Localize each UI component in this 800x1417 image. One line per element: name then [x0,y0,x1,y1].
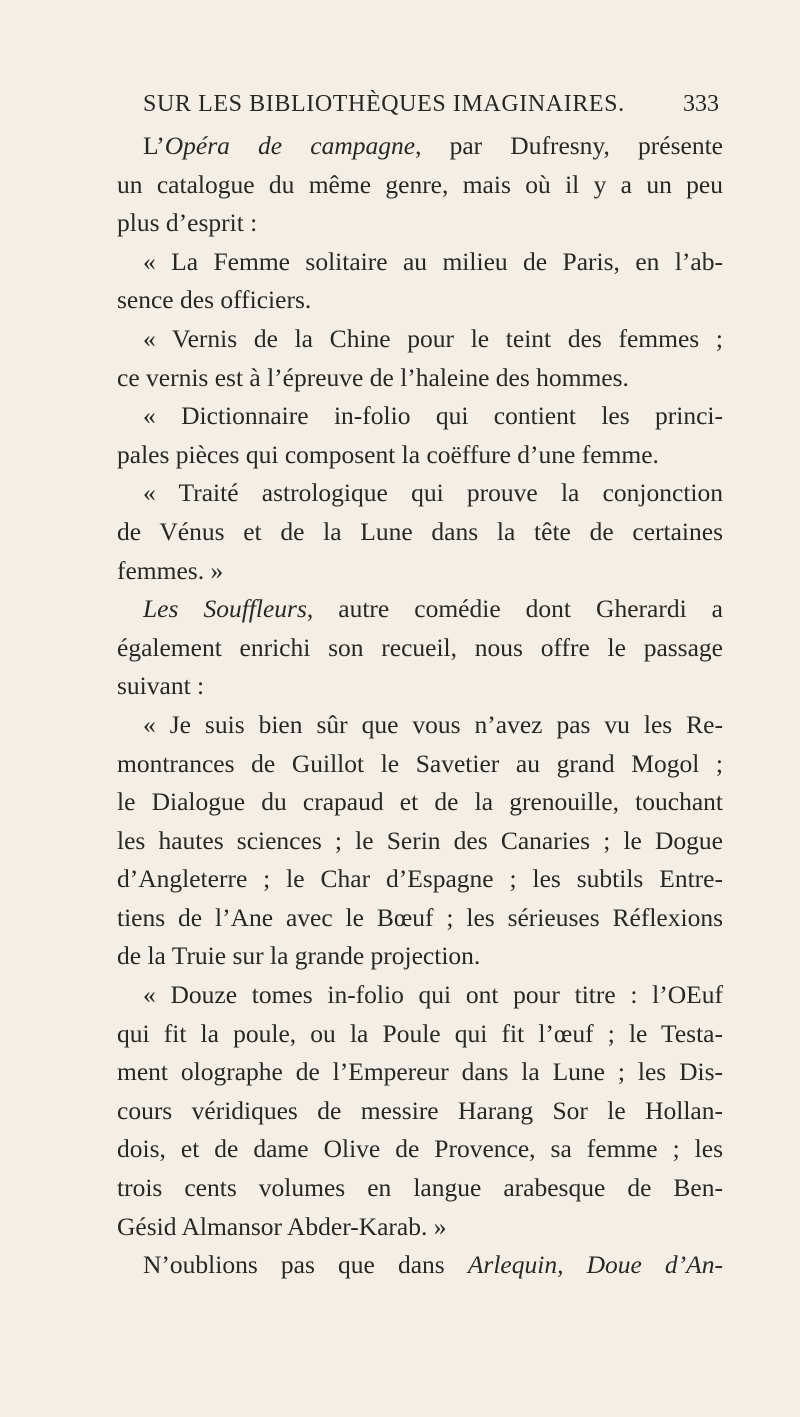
text-line [117,474,723,513]
text-run: Gésid Almansor Abder-Karab. » [117,1211,447,1241]
text-run: montrances de Guillot le Savetier au grand Mogol ; [117,748,723,778]
body-text [117,127,723,1285]
text-line [117,320,723,359]
text-run: le Dialogue du crapaud et de la grenouille, touchant [117,787,723,817]
text-line [117,706,723,745]
text-line [117,937,723,976]
text-line [117,204,723,243]
italic-title: Les Souffleurs [143,594,307,624]
text-line [117,552,723,591]
text-run: « Je suis bien sûr que vous n’avez pas vu les Re- [143,709,723,739]
text-run: sence des officiers. [117,285,312,315]
text-run: « La Femme solitaire au milieu de Paris, en l’ab- [143,246,723,276]
text-run: femmes. » [117,555,224,585]
text-line [117,359,723,398]
text-line [117,899,723,938]
text-line [117,667,723,706]
text-run: ment olographe de l’Empereur dans la Lune ; les Dis- [117,1057,723,1087]
text-run: , autre comédie dont Gherardi a [306,594,723,624]
text-run: ce vernis est à l’épreuve de l’haleine des hommes. [117,362,629,392]
text-run: d’Angleterre ; le Char d’Espagne ; les subtils Entre- [117,864,723,894]
text-run: les hautes sciences ; le Serin des Canaries ; le Dogue [117,825,723,855]
text-run: de Vénus et de la Lune dans la tête de certaines [117,516,723,546]
text-line [117,976,723,1015]
text-line [117,1053,723,1092]
text-line [117,436,723,475]
text-run: un catalogue du même genre, mais où il y a un peu [117,169,723,199]
text-run: cours véridiques de messire Harang Sor le Hollan- [117,1095,723,1125]
text-run: plus d’esprit : [117,208,258,238]
text-line [117,1015,723,1054]
text-run: « Dictionnaire in-folio qui contient les princi- [143,401,723,431]
italic-title: Opéra de campagne [164,131,416,160]
text-line [117,783,723,822]
text-run: L’ [143,131,165,160]
text-line [117,629,723,668]
book-page [117,0,723,1417]
text-line [117,590,723,629]
page-number: 333 [683,91,719,117]
text-line [117,243,723,282]
text-line [117,860,723,899]
text-line [117,1169,723,1208]
text-run: dois, et de dame Olive de Provence, sa femme ; les [117,1134,723,1164]
text-run: , par Dufresny, présente [415,131,723,160]
text-run: tiens de l’Ane avec le Bœuf ; les sérieuses Réflexions [117,902,723,932]
text-run: qui fit la poule, ou la Poule qui fit l’œuf ; le Testa- [117,1018,723,1048]
text-line [117,166,723,205]
text-line [117,822,723,861]
text-line [117,1246,723,1285]
text-run: N’oublions pas que dans [143,1250,468,1280]
text-run: trois cents volumes en langue arabesque de Ben- [117,1173,723,1203]
text-line [117,1208,723,1247]
text-run: pales pièces qui composent la coëffure d’une femme. [117,439,659,469]
text-run: de la Truie sur la grande projection. [117,941,481,971]
italic-title: Arlequin, Doue d’An- [467,1250,723,1280]
text-run: « Traité astrologique qui prouve la conjonction [143,478,723,508]
running-title: SUR LES BIBLIOTHÈQUES IMAGINAIRES. [143,91,625,117]
running-head [117,88,723,120]
text-line [117,1092,723,1131]
text-line [117,281,723,320]
text-run: également enrichi son recueil, nous offre le passage [117,632,723,662]
text-line [117,397,723,436]
text-line [117,513,723,552]
text-line [117,1130,723,1169]
text-run: « Douze tomes in-folio qui ont pour titre : l’OEuf [143,980,723,1010]
text-run: « Vernis de la Chine pour le teint des femmes ; [143,323,723,353]
text-run: suivant : [117,671,205,701]
text-line [117,127,723,166]
text-line [117,745,723,784]
